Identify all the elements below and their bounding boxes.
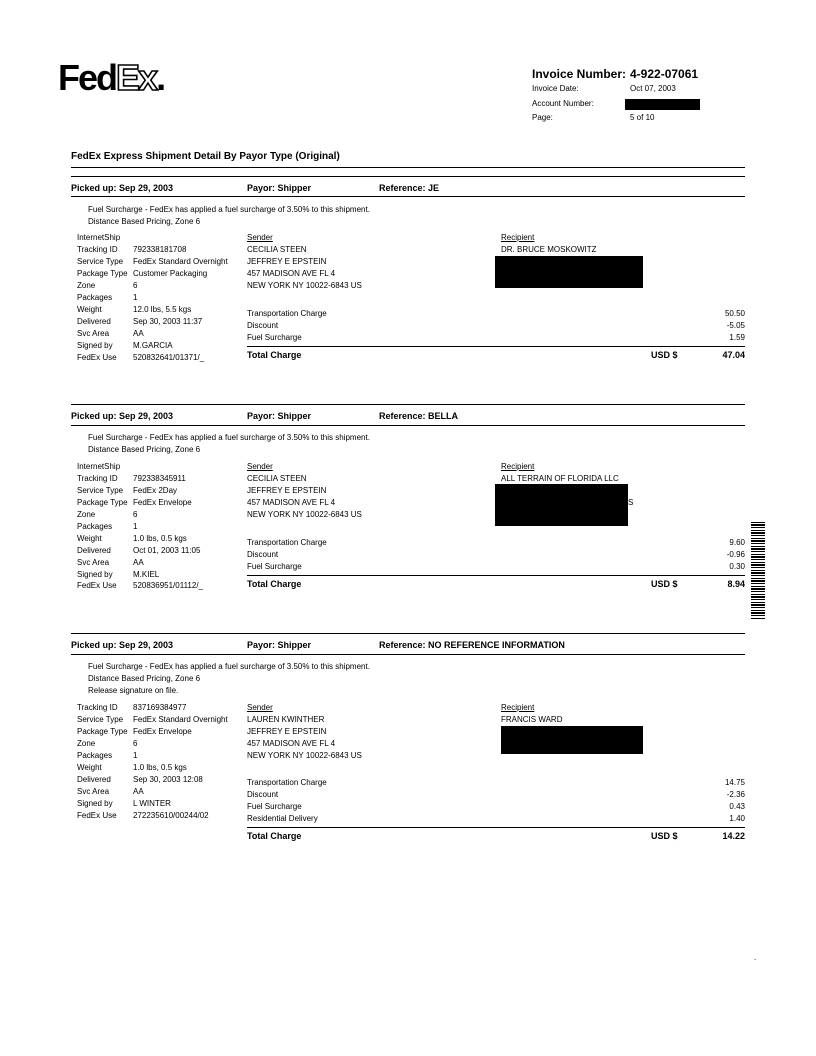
note: Fuel Surcharge - FedEx has applied a fuel surcharge of 3.50% to this shipment.	[88, 433, 370, 442]
total-divider	[247, 827, 745, 828]
detail-value: FedEx Envelope	[133, 727, 192, 736]
detail-value: M.GARCIA	[133, 341, 173, 350]
detail-label: Zone	[77, 281, 96, 290]
detail-value: 837169384977	[133, 703, 187, 712]
page-value: 5 of 10	[630, 113, 655, 122]
recipient-redaction	[495, 484, 628, 526]
detail-value: AA	[133, 787, 144, 796]
charge-amount: 0.30	[729, 562, 745, 571]
detail-value: M.KIEL	[133, 570, 160, 579]
detail-label: Signed by	[77, 341, 113, 350]
sender-line: NEW YORK NY 10022-6843 US	[247, 751, 362, 760]
reference: Reference: JE	[379, 183, 440, 193]
detail-label: Packages	[77, 293, 113, 302]
account-number-label: Account Number:	[532, 99, 594, 108]
detail-value: FedEx 2Day	[133, 486, 178, 495]
detail-value: 520832641/01371/_	[133, 353, 205, 362]
detail-label: Tracking ID	[77, 703, 118, 712]
detail-label: Delivered	[77, 317, 111, 326]
invoice-date-value: Oct 07, 2003	[630, 84, 676, 93]
sender-line: CECILIA STEEN	[247, 245, 307, 254]
detail-label: Zone	[77, 739, 96, 748]
detail-label: Package Type	[77, 727, 128, 736]
charge-amount: 0.43	[729, 802, 745, 811]
note: Fuel Surcharge - FedEx has applied a fuel surcharge of 3.50% to this shipment.	[88, 662, 370, 671]
detail-label: Packages	[77, 751, 113, 760]
charge-amount: 50.50	[724, 309, 745, 318]
currency: USD $	[651, 831, 678, 841]
detail-label: Weight	[77, 534, 102, 543]
detail-value: 1.0 lbs, 0.5 kgs	[133, 534, 187, 543]
detail-value: 1	[133, 522, 138, 531]
detail-label: Package Type	[77, 498, 128, 507]
divider	[71, 654, 745, 655]
divider	[71, 633, 745, 634]
charge-label: Fuel Surcharge	[247, 802, 302, 811]
detail-value: 792338345911	[133, 474, 186, 483]
payor: Payor: Shipper	[247, 411, 312, 421]
detail-label: Tracking ID	[77, 245, 118, 254]
sender-line: 457 MADISON AVE FL 4	[247, 269, 336, 278]
total-charge-label: Total Charge	[247, 579, 302, 589]
logo-fed: Fed	[58, 57, 117, 98]
charge-label: Transportation Charge	[247, 778, 327, 787]
detail-value: 6	[133, 739, 138, 748]
recipient-redaction	[501, 726, 643, 754]
logo-dot: .	[156, 57, 165, 98]
detail-value: FedEx Standard Overnight	[133, 715, 228, 724]
detail-value: AA	[133, 329, 144, 338]
note: Release signature on file.	[88, 686, 179, 695]
charge-amount: 1.59	[729, 333, 745, 342]
divider	[71, 167, 745, 168]
detail-value: Sep 30, 2003 12:08	[133, 775, 203, 784]
detail-label: InternetShip	[77, 233, 121, 242]
recipient-line: ALL TERRAIN OF FLORIDA LLC	[501, 474, 619, 483]
recipient-partial-text: S	[628, 498, 634, 507]
sender-label: Sender	[247, 703, 273, 712]
footer-mark: .	[754, 953, 757, 962]
recipient-label: Recipient	[501, 233, 535, 242]
reference: Reference: NO REFERENCE INFORMATION	[379, 640, 565, 650]
divider	[71, 196, 745, 197]
charge-label: Fuel Surcharge	[247, 562, 302, 571]
recipient-line: FRANCIS WARD	[501, 715, 563, 724]
detail-label: Packages	[77, 522, 113, 531]
charge-amount: 14.75	[724, 778, 745, 787]
charge-amount: 9.60	[729, 538, 745, 547]
detail-label: Delivered	[77, 546, 111, 555]
sender-label: Sender	[247, 233, 273, 242]
charge-label: Transportation Charge	[247, 538, 327, 547]
detail-label: Service Type	[77, 486, 124, 495]
currency: USD $	[651, 579, 678, 589]
charge-label: Discount	[247, 550, 279, 559]
total-divider	[247, 346, 745, 347]
sender-line: 457 MADISON AVE FL 4	[247, 739, 336, 748]
picked-up-date: Picked up: Sep 29, 2003	[71, 411, 174, 421]
detail-value: 1	[133, 751, 138, 760]
payor: Payor: Shipper	[247, 183, 312, 193]
charge-label: Fuel Surcharge	[247, 333, 302, 342]
detail-label: FedEx Use	[77, 581, 117, 590]
logo-ex: Ex	[116, 57, 157, 98]
currency: USD $	[651, 350, 678, 360]
page-label: Page:	[532, 113, 553, 122]
detail-value: 792338181708	[133, 245, 187, 254]
detail-label: Svc Area	[77, 558, 110, 567]
total-charge-label: Total Charge	[247, 350, 302, 360]
detail-label: Tracking ID	[77, 474, 118, 483]
charge-amount: -2.36	[726, 790, 745, 799]
detail-label: Svc Area	[77, 787, 110, 796]
detail-value: AA	[133, 558, 144, 567]
fedex-logo	[58, 57, 165, 98]
total-charge-label: Total Charge	[247, 831, 302, 841]
detail-label: Package Type	[77, 269, 128, 278]
detail-label: Weight	[77, 305, 102, 314]
document-title: FedEx Express Shipment Detail By Payor Type (Original)	[71, 151, 340, 162]
note: Distance Based Pricing, Zone 6	[88, 217, 201, 226]
detail-label: Service Type	[77, 715, 124, 724]
detail-label: Weight	[77, 763, 102, 772]
total-divider	[247, 575, 745, 576]
charge-amount: -5.05	[726, 321, 745, 330]
charge-amount: -0.96	[726, 550, 745, 559]
account-number-redaction	[625, 99, 700, 110]
detail-label: InternetShip	[77, 462, 121, 471]
detail-label: Svc Area	[77, 329, 110, 338]
invoice-number-label: Invoice Number:	[532, 67, 627, 81]
detail-value: 1.0 lbs, 0.5 kgs	[133, 763, 187, 772]
divider	[71, 404, 745, 405]
sender-line: CECILIA STEEN	[247, 474, 307, 483]
detail-value: 1	[133, 293, 138, 302]
detail-value: Oct 01, 2003 11:05	[133, 546, 201, 555]
recipient-label: Recipient	[501, 703, 535, 712]
detail-value: FedEx Envelope	[133, 498, 192, 507]
recipient-label: Recipient	[501, 462, 535, 471]
barcode	[751, 522, 765, 620]
sender-line: JEFFREY E EPSTEIN	[247, 727, 327, 736]
invoice-number-value: 4-922-07061	[630, 67, 699, 81]
divider	[71, 176, 745, 177]
payor: Payor: Shipper	[247, 640, 312, 650]
sender-line: NEW YORK NY 10022-6843 US	[247, 510, 362, 519]
invoice-date-label: Invoice Date:	[532, 84, 579, 93]
note: Distance Based Pricing, Zone 6	[88, 445, 201, 454]
detail-label: Zone	[77, 510, 96, 519]
sender-line: 457 MADISON AVE FL 4	[247, 498, 336, 507]
detail-value: Sep 30, 2003 11:37	[133, 317, 203, 326]
charge-label: Residential Delivery	[247, 814, 318, 823]
sender-line: JEFFREY E EPSTEIN	[247, 257, 327, 266]
total-charge: 14.22	[722, 831, 745, 841]
detail-label: Signed by	[77, 570, 113, 579]
detail-value: L WINTER	[133, 799, 171, 808]
detail-label: FedEx Use	[77, 811, 117, 820]
picked-up-date: Picked up: Sep 29, 2003	[71, 183, 174, 193]
sender-line: LAUREN KWINTHER	[247, 715, 325, 724]
detail-value: 6	[133, 510, 138, 519]
detail-value: 12.0 lbs, 5.5 kgs	[133, 305, 192, 314]
recipient-line: DR. BRUCE MOSKOWITZ	[501, 245, 597, 254]
detail-label: Signed by	[77, 799, 113, 808]
charge-amount: 1.40	[729, 814, 745, 823]
note: Distance Based Pricing, Zone 6	[88, 674, 201, 683]
detail-value: Customer Packaging	[133, 269, 208, 278]
sender-label: Sender	[247, 462, 273, 471]
detail-value: 6	[133, 281, 138, 290]
detail-value: 520836951/01112/_	[133, 581, 203, 590]
detail-label: Delivered	[77, 775, 111, 784]
charge-label: Discount	[247, 321, 279, 330]
detail-label: Service Type	[77, 257, 124, 266]
detail-value: FedEx Standard Overnight	[133, 257, 228, 266]
sender-line: NEW YORK NY 10022-6843 US	[247, 281, 362, 290]
total-charge: 8.94	[727, 579, 745, 589]
sender-line: JEFFREY E EPSTEIN	[247, 486, 327, 495]
detail-label: FedEx Use	[77, 353, 117, 362]
picked-up-date: Picked up: Sep 29, 2003	[71, 640, 174, 650]
charge-label: Transportation Charge	[247, 309, 327, 318]
divider	[71, 425, 745, 426]
charge-label: Discount	[247, 790, 279, 799]
total-charge: 47.04	[722, 350, 745, 360]
note: Fuel Surcharge - FedEx has applied a fuel surcharge of 3.50% to this shipment.	[88, 205, 370, 214]
reference: Reference: BELLA	[379, 411, 459, 421]
detail-value: 272235610/00244/02	[133, 811, 209, 820]
recipient-redaction	[495, 256, 643, 288]
